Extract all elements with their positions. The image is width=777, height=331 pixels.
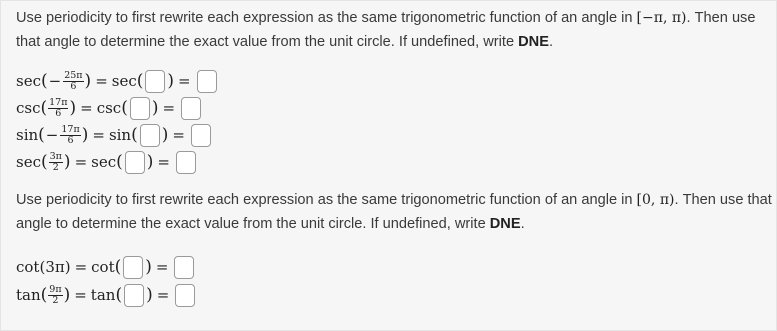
- function-name: sin: [16, 126, 39, 144]
- equals-sign: =: [162, 99, 176, 117]
- equals-sign: =: [156, 286, 170, 304]
- angle-input-4[interactable]: [125, 151, 145, 174]
- fraction-numerator: 17π: [49, 96, 68, 108]
- paren-open: (: [40, 70, 48, 91]
- paren-close: ): [146, 284, 153, 305]
- value-input-4[interactable]: [176, 151, 196, 174]
- paren-open: (: [116, 151, 123, 172]
- paren-close: ): [167, 70, 175, 91]
- paren-close: ): [81, 124, 89, 145]
- angle-input-1[interactable]: [145, 70, 165, 93]
- value-input-6[interactable]: [175, 284, 195, 307]
- angle-input-3[interactable]: [140, 124, 160, 147]
- fraction-numerator: 17π: [61, 123, 80, 135]
- fraction-denominator: 2: [52, 294, 59, 306]
- fraction-numerator: 9π: [49, 283, 62, 295]
- paren-close: ): [145, 256, 152, 277]
- fraction: [60, 125, 80, 146]
- equals-sign: =: [92, 126, 105, 144]
- fraction-numerator: 3π: [49, 150, 62, 162]
- paren-close: ): [63, 151, 71, 172]
- instruction-text-2: . Then use that angle to determine the exact value from the unit circle. If undefined, write: [16, 192, 772, 232]
- period: .: [520, 216, 525, 232]
- problem-row-4: [16, 148, 198, 176]
- instruction-text: Use periodicity to first rewrite each expression as the same trigonometric function of an angle in: [16, 10, 637, 26]
- fraction-numerator: 25π: [64, 69, 83, 81]
- dne-keyword: DNE: [518, 34, 549, 50]
- paren-open: (: [40, 284, 48, 305]
- function-name: cot: [16, 258, 40, 276]
- function-argument: (3π): [39, 258, 71, 276]
- fraction-denominator: 2: [52, 161, 59, 173]
- angle-input-2[interactable]: [130, 97, 150, 120]
- function-name: sec: [16, 72, 41, 90]
- fraction: [63, 71, 83, 92]
- equals-sign: =: [95, 72, 108, 90]
- rhs-function-name: sin: [108, 126, 132, 144]
- function-name: sec: [16, 153, 41, 171]
- function-name: tan: [16, 286, 41, 304]
- equals-sign: =: [155, 258, 169, 276]
- period: .: [548, 34, 554, 50]
- paren-open: (: [131, 124, 138, 145]
- function-name: csc: [16, 99, 41, 117]
- rhs-function-name: sec: [111, 72, 137, 90]
- problem-row-2: [16, 94, 203, 122]
- fraction-denominator: 6: [70, 80, 77, 92]
- problem-row-3: [16, 121, 213, 149]
- value-input-3[interactable]: [191, 124, 211, 147]
- value-input-1[interactable]: [197, 70, 217, 93]
- minus-sign: −: [45, 126, 59, 144]
- rhs-function-name: tan: [90, 286, 116, 304]
- problem-row-1: [16, 67, 219, 95]
- instructions-part-1: [16, 6, 776, 54]
- paren-close: ): [84, 70, 92, 91]
- value-input-5[interactable]: [174, 256, 194, 279]
- paren-close: ): [63, 284, 71, 305]
- paren-open: (: [136, 70, 144, 91]
- dne-keyword: DNE: [489, 216, 521, 232]
- instructions-part-2: [16, 188, 776, 236]
- fraction: [48, 98, 68, 119]
- paren-close: ): [151, 97, 159, 118]
- problem-row-5: [16, 253, 196, 281]
- value-input-2[interactable]: [181, 97, 201, 120]
- problem-row-6: [16, 281, 197, 309]
- rhs-function-name: sec: [91, 153, 117, 171]
- fraction: [48, 285, 62, 306]
- paren-close: ): [161, 124, 169, 145]
- fraction: [49, 152, 63, 173]
- paren-open: (: [38, 124, 45, 145]
- paren-close: ): [69, 97, 77, 118]
- equals-sign: =: [74, 286, 87, 304]
- equals-sign: =: [157, 153, 170, 171]
- fraction-denominator: 6: [67, 134, 74, 146]
- minus-sign: −: [48, 72, 62, 90]
- fraction-denominator: 6: [55, 107, 62, 119]
- interval: [−π, π): [636, 10, 687, 26]
- angle-input-6[interactable]: [124, 284, 144, 307]
- rhs-function-name: csc: [96, 99, 122, 117]
- equals-sign: =: [178, 72, 191, 90]
- equals-sign: =: [74, 258, 88, 276]
- paren-open: (: [40, 97, 48, 118]
- instruction-text: Use periodicity to first rewrite each expression as the same trigonometric function of an angle in: [16, 192, 637, 208]
- paren-close: ): [146, 151, 154, 172]
- angle-input-5[interactable]: [123, 256, 143, 279]
- rhs-function-name: cot: [91, 258, 115, 276]
- equals-sign: =: [74, 153, 88, 171]
- paren-open: (: [121, 97, 128, 118]
- equals-sign: =: [80, 99, 93, 117]
- instruction-text-2: . Then use that angle to determine the exact value from the unit circle. If undefined, write: [16, 10, 756, 50]
- paren-open: (: [115, 284, 123, 305]
- paren-open: (: [40, 151, 48, 172]
- equals-sign: =: [172, 126, 185, 144]
- paren-open: (: [114, 256, 122, 277]
- interval: [0, π): [636, 192, 675, 208]
